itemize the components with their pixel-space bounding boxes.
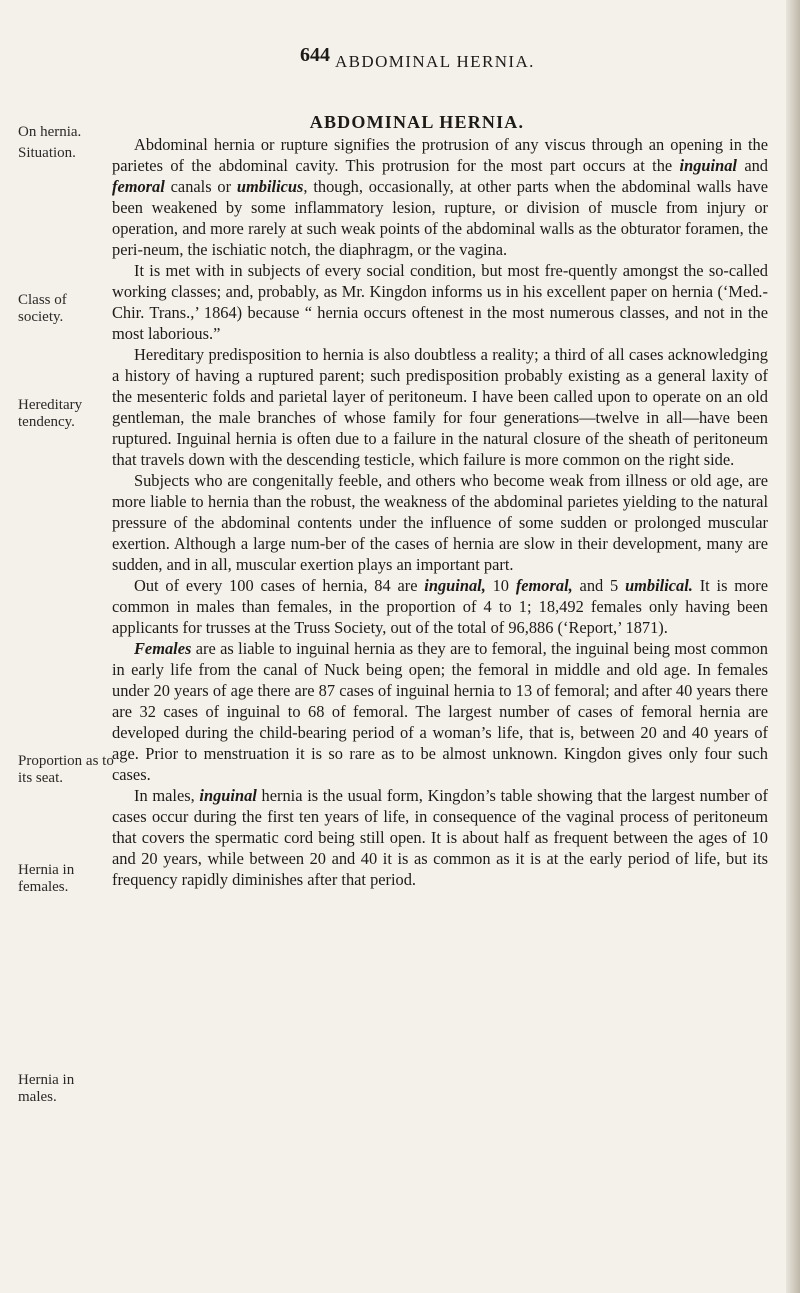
paragraph-social-class: It is met with in subjects of every social condition, but most fre-quently amongst the so-called working classes; and, probably, as Mr. Kingdon informs us in his excellent paper on hernia (‘Med.-Chir. Trans.,’ 1864) because “ hernia occurs oftenest in the most numerous classes, and not in the most laborious.” [112, 261, 768, 343]
paragraph-proportion: Out of every 100 cases of hernia, 84 are inguinal, 10 femoral, and 5 umbilical. It is more common in males than females, in the proportion of 4 to 1; 18,492 females only having been applicants for trusses at the Truss Society, out of the total of 96,886 (‘Report,’ 1871). [112, 576, 768, 637]
margin-note-proportion: Proportion as to its seat. [18, 753, 114, 786]
paragraph-hereditary: Hereditary predisposition to hernia is also doubtless a reality; a third of all cases acknowledging a history of having a ruptured parent; such predisposition probably existing as a general laxity of the mesenteric folds and parietal layer of peritoneum. I have been called upon to operate on an old gentleman, the male branches of whose family for four generations—twelve in all—have been ruptured. Inguinal hernia is often due to a failure in the natural closure of the sheath of peritoneum that travels down with the descending testicle, which failure is more common on the right side. [112, 345, 768, 469]
margin-notes [0, 0, 114, 1293]
margin-note-hernia-in-males: Hernia in males. [18, 1072, 75, 1105]
page-header [0, 42, 800, 82]
body-text [112, 134, 768, 890]
margin-note-hernia-in-females: Hernia in females. [18, 862, 75, 895]
margin-note-hereditary-tendency: Hereditary tendency. [18, 397, 83, 430]
page-edge [786, 0, 800, 1293]
section-title: ABDOMINAL HERNIA. [309, 112, 525, 132]
paragraph-definition: Abdominal hernia or rupture signifies the protrusion of any viscus through an opening in the parietes of the abdominal cavity. This protrusion for the most part occurs at the inguinal and femoral canals or umbilicus, though, occasionally, at other parts when the abdominal walls have been weakened by some inflammatory lesion, rupture, or division of muscle from injury or operation, and more rarely at such weak points of the abdominal walls as the obturator foramen, the peri-neum, the ischiatic notch, the diaphragm, or the vagina. [112, 135, 768, 259]
paragraph-females: Females are as liable to inguinal hernia as they are to femoral, the inguinal being most common in early life from the canal of Nuck being open; the femoral in middle and old age. In females under 20 years of age there are 87 cases of inguinal hernia to 13 of femoral; and after 40 years there are 32 cases of inguinal to 68 of femoral. The largest number of cases of femoral hernia are developed during the child-bearing period of a woman’s life, that is, between 20 and 40 years of age. Prior to menstruation it is so rare as to be almost unknown. Kingdon gives only four such cases. [112, 639, 768, 784]
margin-note-class-of-society: Class of society. [18, 292, 67, 325]
page-number: 644 [300, 44, 330, 66]
margin-note-situation: Situation. [18, 145, 76, 161]
running-head: ABDOMINAL HERNIA. [335, 52, 535, 71]
paragraph-males: In males, inguinal hernia is the usual form, Kingdon’s table showing that the largest number of cases occur during the first ten years of life, in consequence of the vaginal process of peritoneum that covers the spermatic cord being still open. It is about half as frequent between the ages of 10 and 20 years, while between 20 and 40 it is as common as it is at the early period of life, but its frequency rapidly diminishes after that period. [112, 786, 768, 889]
margin-note-on-hernia: On hernia. [18, 124, 82, 140]
paragraph-feeble-subjects: Subjects who are congenitally feeble, and others who become weak from illness or old age, are more liable to hernia than the robust, the weakness of the abdominal parietes yielding to the natural pressure of the abdominal contents under the influence of some sudden or prolonged muscular exertion. Although a large num-ber of the cases of hernia are slow in their development, many are sudden, and in all, muscular exertion plays an important part. [112, 471, 768, 574]
